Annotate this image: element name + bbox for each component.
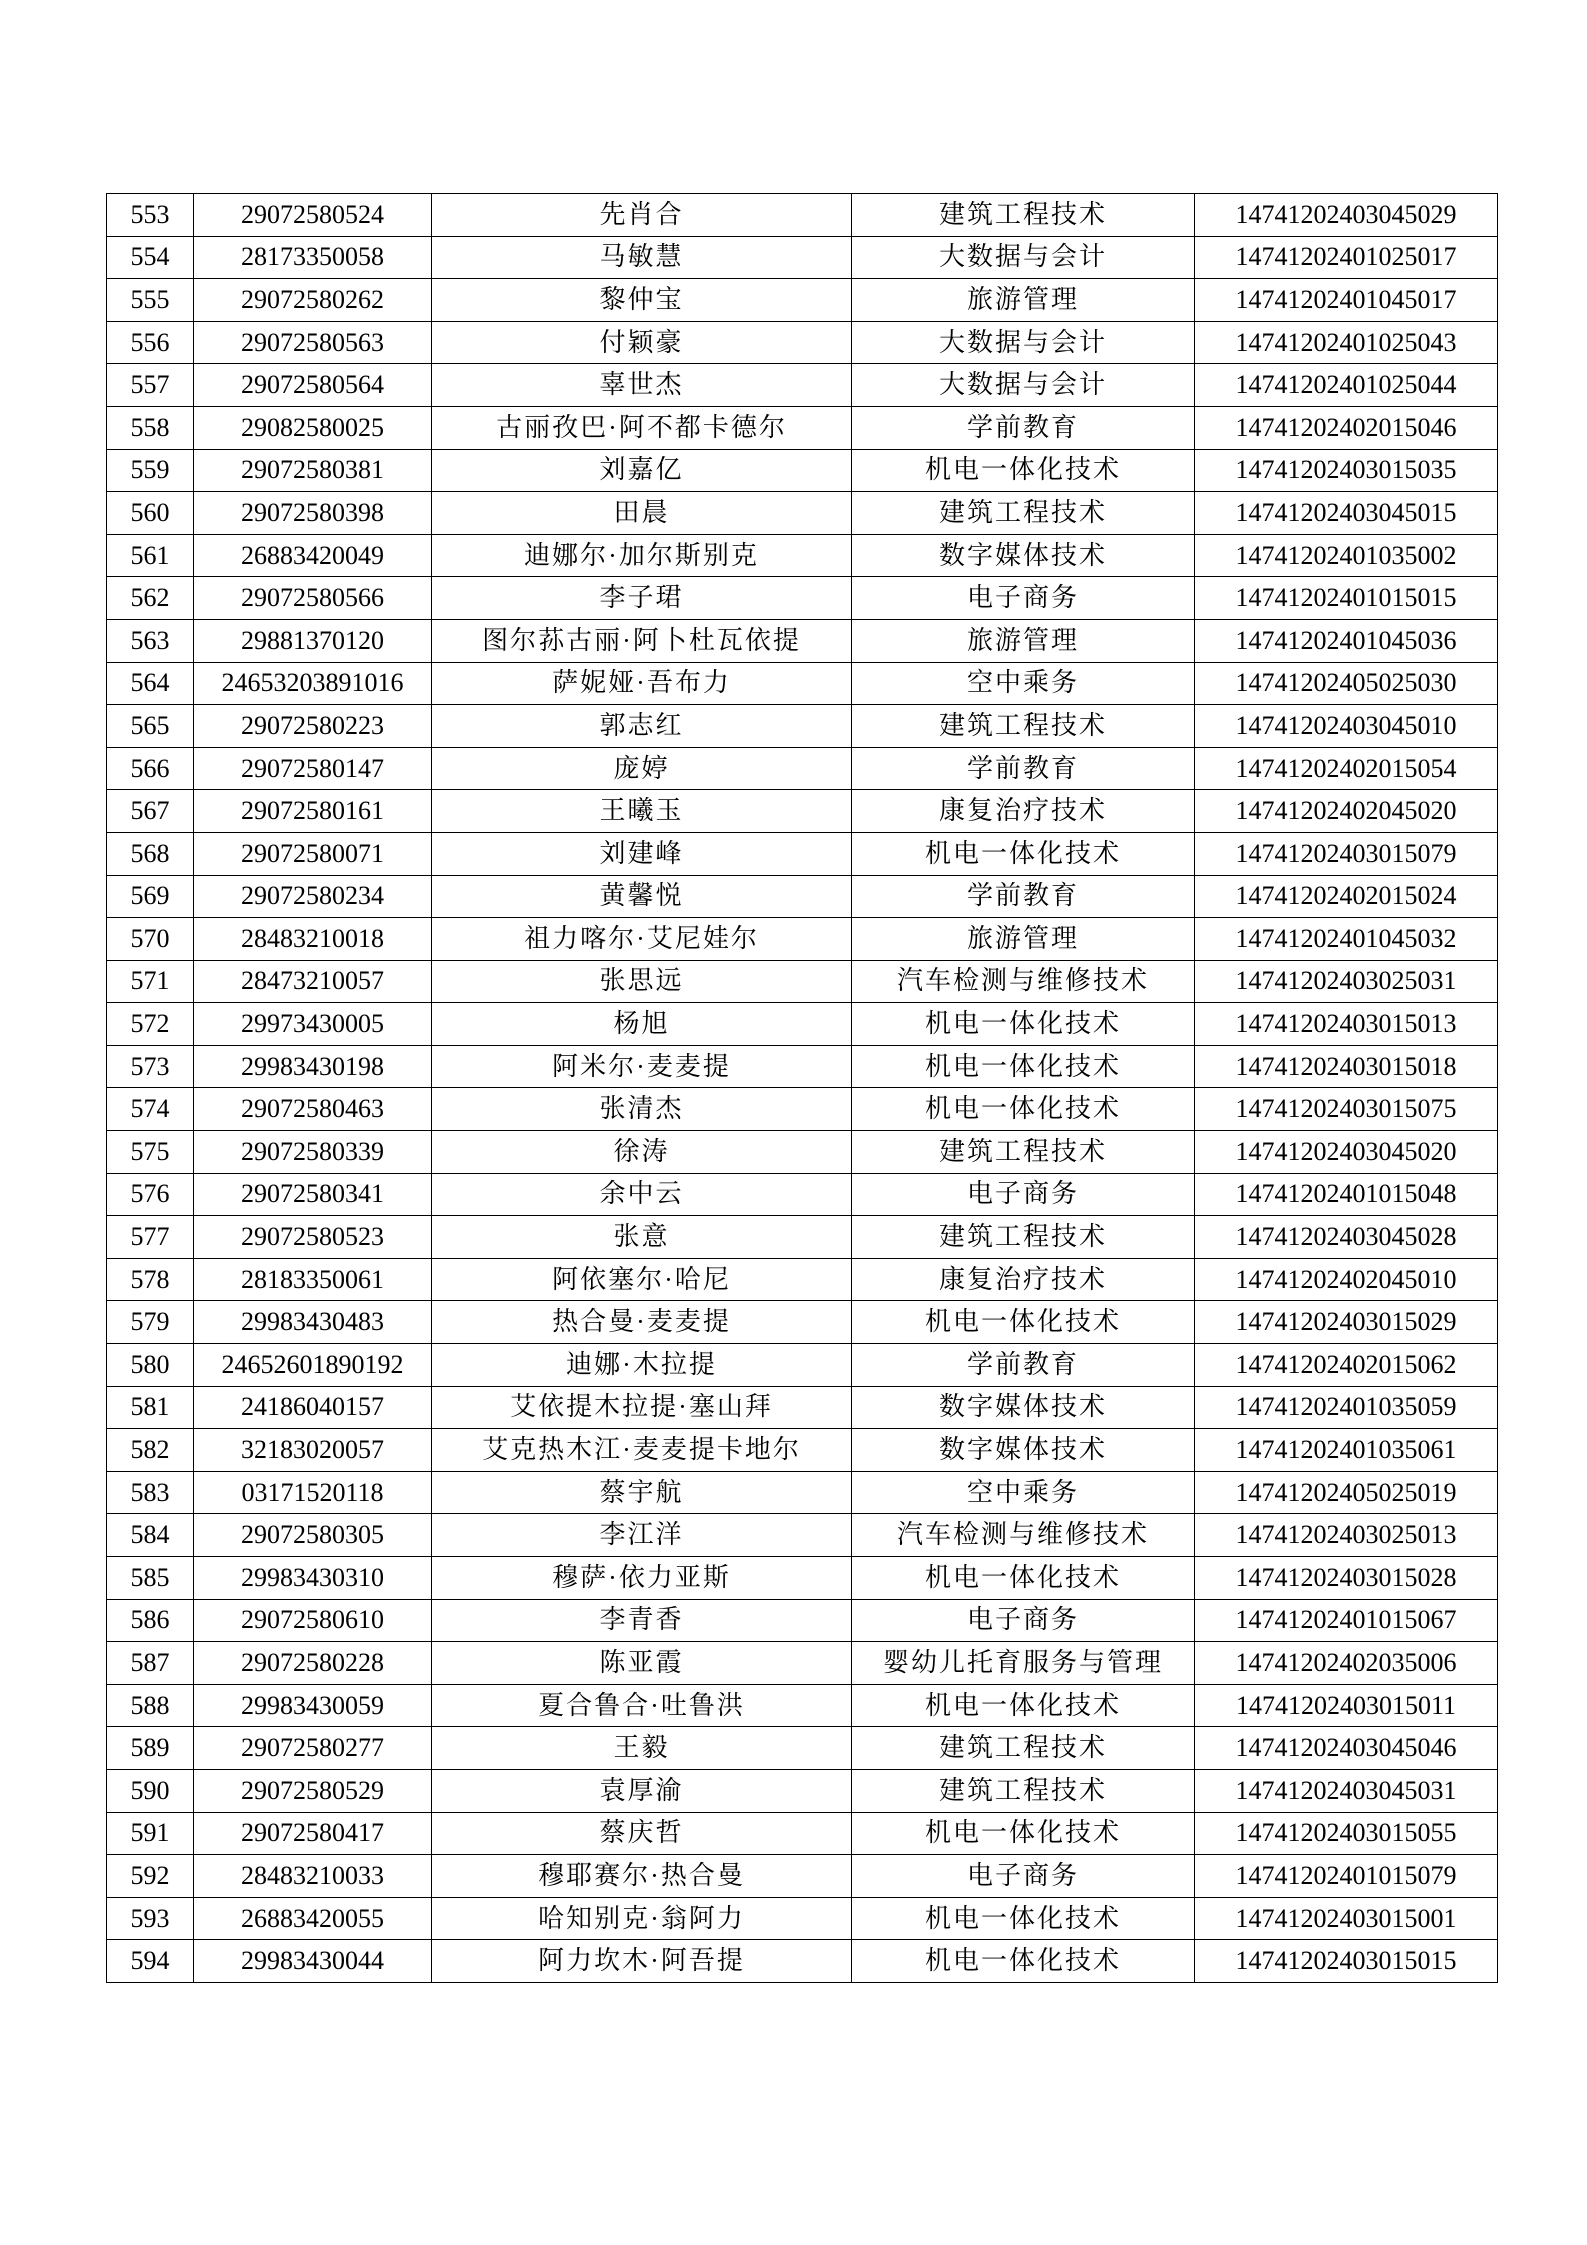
table-row xyxy=(107,1514,1498,1557)
student-name-cell: 张思远 xyxy=(432,960,852,1003)
student-name-cell: 袁厚渝 xyxy=(432,1769,852,1812)
exam-number-cell: 29072580463 xyxy=(194,1088,432,1131)
major-cell: 旅游管理 xyxy=(852,619,1195,662)
student-name-cell: 王毅 xyxy=(432,1727,852,1770)
student-number-cell: 14741202403015013 xyxy=(1195,1003,1498,1046)
major-cell: 机电一体化技术 xyxy=(852,449,1195,492)
exam-number-cell: 29072580417 xyxy=(194,1812,432,1855)
student-number-cell: 14741202403015015 xyxy=(1195,1940,1498,1983)
student-name-cell: 黎仲宝 xyxy=(432,279,852,322)
student-number-cell: 14741202401035061 xyxy=(1195,1429,1498,1472)
table-row xyxy=(107,1769,1498,1812)
major-cell: 学前教育 xyxy=(852,875,1195,918)
student-name-cell: 付颖豪 xyxy=(432,321,852,364)
exam-number-cell: 28483210033 xyxy=(194,1855,432,1898)
table-row xyxy=(107,1173,1498,1216)
student-name-cell: 穆萨·依力亚斯 xyxy=(432,1557,852,1600)
exam-number-cell: 29072580566 xyxy=(194,577,432,620)
row-seq-cell: 555 xyxy=(107,279,194,322)
major-cell: 建筑工程技术 xyxy=(852,492,1195,535)
exam-number-cell: 28173350058 xyxy=(194,236,432,279)
student-number-cell: 14741202403045046 xyxy=(1195,1727,1498,1770)
student-name-cell: 迪娜尔·加尔斯别克 xyxy=(432,534,852,577)
table-row xyxy=(107,279,1498,322)
row-seq-cell: 578 xyxy=(107,1258,194,1301)
student-number-cell: 14741202401025043 xyxy=(1195,321,1498,364)
table-row xyxy=(107,194,1498,237)
exam-number-cell: 24653203891016 xyxy=(194,662,432,705)
student-name-cell: 张意 xyxy=(432,1216,852,1259)
major-cell: 建筑工程技术 xyxy=(852,1216,1195,1259)
exam-number-cell: 24186040157 xyxy=(194,1386,432,1429)
student-number-cell: 14741202403045020 xyxy=(1195,1131,1498,1174)
row-seq-cell: 553 xyxy=(107,194,194,237)
row-seq-cell: 590 xyxy=(107,1769,194,1812)
student-name-cell: 李子珺 xyxy=(432,577,852,620)
major-cell: 学前教育 xyxy=(852,747,1195,790)
exam-number-cell: 29072580071 xyxy=(194,832,432,875)
exam-number-cell: 29072580529 xyxy=(194,1769,432,1812)
student-number-cell: 14741202401045032 xyxy=(1195,918,1498,961)
row-seq-cell: 575 xyxy=(107,1131,194,1174)
row-seq-cell: 577 xyxy=(107,1216,194,1259)
major-cell: 机电一体化技术 xyxy=(852,1940,1195,1983)
student-number-cell: 14741202402015024 xyxy=(1195,875,1498,918)
major-cell: 空中乘务 xyxy=(852,662,1195,705)
major-cell: 大数据与会计 xyxy=(852,236,1195,279)
exam-number-cell: 29983430044 xyxy=(194,1940,432,1983)
major-cell: 婴幼儿托育服务与管理 xyxy=(852,1642,1195,1685)
roster-body xyxy=(107,194,1498,1983)
major-cell: 大数据与会计 xyxy=(852,364,1195,407)
row-seq-cell: 554 xyxy=(107,236,194,279)
student-number-cell: 14741202402015054 xyxy=(1195,747,1498,790)
student-number-cell: 14741202401035002 xyxy=(1195,534,1498,577)
exam-number-cell: 28183350061 xyxy=(194,1258,432,1301)
table-row xyxy=(107,1855,1498,1898)
table-row xyxy=(107,1003,1498,1046)
exam-number-cell: 28483210018 xyxy=(194,918,432,961)
row-seq-cell: 567 xyxy=(107,790,194,833)
table-row xyxy=(107,747,1498,790)
exam-number-cell: 24652601890192 xyxy=(194,1344,432,1387)
major-cell: 空中乘务 xyxy=(852,1471,1195,1514)
student-name-cell: 萨妮娅·吾布力 xyxy=(432,662,852,705)
table-row xyxy=(107,705,1498,748)
exam-number-cell: 29983430483 xyxy=(194,1301,432,1344)
major-cell: 建筑工程技术 xyxy=(852,705,1195,748)
row-seq-cell: 565 xyxy=(107,705,194,748)
table-row xyxy=(107,534,1498,577)
major-cell: 学前教育 xyxy=(852,1344,1195,1387)
student-name-cell: 阿力坎木·阿吾提 xyxy=(432,1940,852,1983)
major-cell: 电子商务 xyxy=(852,1855,1195,1898)
row-seq-cell: 579 xyxy=(107,1301,194,1344)
student-name-cell: 艾依提木拉提·塞山拜 xyxy=(432,1386,852,1429)
exam-number-cell: 26883420055 xyxy=(194,1897,432,1940)
student-number-cell: 14741202403015018 xyxy=(1195,1045,1498,1088)
major-cell: 汽车检测与维修技术 xyxy=(852,960,1195,1003)
table-row xyxy=(107,1301,1498,1344)
row-seq-cell: 566 xyxy=(107,747,194,790)
exam-number-cell: 32183020057 xyxy=(194,1429,432,1472)
student-number-cell: 14741202403015055 xyxy=(1195,1812,1498,1855)
student-name-cell: 杨旭 xyxy=(432,1003,852,1046)
table-row xyxy=(107,406,1498,449)
table-row xyxy=(107,1131,1498,1174)
student-name-cell: 热合曼·麦麦提 xyxy=(432,1301,852,1344)
major-cell: 机电一体化技术 xyxy=(852,1684,1195,1727)
student-number-cell: 14741202401045036 xyxy=(1195,619,1498,662)
exam-number-cell: 26883420049 xyxy=(194,534,432,577)
major-cell: 电子商务 xyxy=(852,577,1195,620)
table-row xyxy=(107,1557,1498,1600)
student-number-cell: 14741202403025013 xyxy=(1195,1514,1498,1557)
student-number-cell: 14741202405025019 xyxy=(1195,1471,1498,1514)
exam-number-cell: 29072580223 xyxy=(194,705,432,748)
row-seq-cell: 589 xyxy=(107,1727,194,1770)
table-row xyxy=(107,1088,1498,1131)
student-name-cell: 徐涛 xyxy=(432,1131,852,1174)
row-seq-cell: 581 xyxy=(107,1386,194,1429)
table-row xyxy=(107,321,1498,364)
student-name-cell: 田晨 xyxy=(432,492,852,535)
exam-number-cell: 29072580523 xyxy=(194,1216,432,1259)
exam-number-cell: 29072580563 xyxy=(194,321,432,364)
student-number-cell: 14741202403015001 xyxy=(1195,1897,1498,1940)
student-name-cell: 阿米尔·麦麦提 xyxy=(432,1045,852,1088)
row-seq-cell: 576 xyxy=(107,1173,194,1216)
table-row xyxy=(107,364,1498,407)
row-seq-cell: 557 xyxy=(107,364,194,407)
row-seq-cell: 585 xyxy=(107,1557,194,1600)
student-name-cell: 古丽孜巴·阿不都卡德尔 xyxy=(432,406,852,449)
student-number-cell: 14741202403025031 xyxy=(1195,960,1498,1003)
exam-number-cell: 29072580398 xyxy=(194,492,432,535)
student-number-cell: 14741202405025030 xyxy=(1195,662,1498,705)
row-seq-cell: 593 xyxy=(107,1897,194,1940)
student-number-cell: 14741202401045017 xyxy=(1195,279,1498,322)
student-roster-table xyxy=(106,193,1498,1983)
row-seq-cell: 573 xyxy=(107,1045,194,1088)
row-seq-cell: 561 xyxy=(107,534,194,577)
student-number-cell: 14741202403015029 xyxy=(1195,1301,1498,1344)
student-name-cell: 张清杰 xyxy=(432,1088,852,1131)
student-name-cell: 郭志红 xyxy=(432,705,852,748)
major-cell: 机电一体化技术 xyxy=(852,1003,1195,1046)
student-number-cell: 14741202401015048 xyxy=(1195,1173,1498,1216)
student-name-cell: 陈亚霞 xyxy=(432,1642,852,1685)
table-row xyxy=(107,1599,1498,1642)
exam-number-cell: 29072580339 xyxy=(194,1131,432,1174)
student-name-cell: 迪娜·木拉提 xyxy=(432,1344,852,1387)
student-number-cell: 14741202403045031 xyxy=(1195,1769,1498,1812)
exam-number-cell: 29072580147 xyxy=(194,747,432,790)
major-cell: 建筑工程技术 xyxy=(852,194,1195,237)
table-row xyxy=(107,960,1498,1003)
major-cell: 数字媒体技术 xyxy=(852,1386,1195,1429)
student-number-cell: 14741202403045029 xyxy=(1195,194,1498,237)
student-name-cell: 庞婷 xyxy=(432,747,852,790)
exam-number-cell: 29072580564 xyxy=(194,364,432,407)
student-number-cell: 14741202401015079 xyxy=(1195,1855,1498,1898)
major-cell: 学前教育 xyxy=(852,406,1195,449)
row-seq-cell: 594 xyxy=(107,1940,194,1983)
student-name-cell: 余中云 xyxy=(432,1173,852,1216)
major-cell: 数字媒体技术 xyxy=(852,534,1195,577)
table-row xyxy=(107,1812,1498,1855)
table-row xyxy=(107,1684,1498,1727)
student-name-cell: 图尔荪古丽·阿卜杜瓦依提 xyxy=(432,619,852,662)
exam-number-cell: 29983430310 xyxy=(194,1557,432,1600)
student-name-cell: 马敏慧 xyxy=(432,236,852,279)
row-seq-cell: 580 xyxy=(107,1344,194,1387)
student-number-cell: 14741202401015015 xyxy=(1195,577,1498,620)
exam-number-cell: 29072580228 xyxy=(194,1642,432,1685)
row-seq-cell: 584 xyxy=(107,1514,194,1557)
major-cell: 建筑工程技术 xyxy=(852,1769,1195,1812)
major-cell: 机电一体化技术 xyxy=(852,832,1195,875)
student-number-cell: 14741202403015075 xyxy=(1195,1088,1498,1131)
student-name-cell: 夏合鲁合·吐鲁洪 xyxy=(432,1684,852,1727)
major-cell: 机电一体化技术 xyxy=(852,1301,1195,1344)
student-number-cell: 14741202401015067 xyxy=(1195,1599,1498,1642)
major-cell: 机电一体化技术 xyxy=(852,1897,1195,1940)
exam-number-cell: 29072580305 xyxy=(194,1514,432,1557)
student-name-cell: 蔡宇航 xyxy=(432,1471,852,1514)
row-seq-cell: 562 xyxy=(107,577,194,620)
row-seq-cell: 570 xyxy=(107,918,194,961)
student-number-cell: 14741202402015046 xyxy=(1195,406,1498,449)
table-row xyxy=(107,1386,1498,1429)
row-seq-cell: 559 xyxy=(107,449,194,492)
table-row xyxy=(107,577,1498,620)
row-seq-cell: 574 xyxy=(107,1088,194,1131)
table-row xyxy=(107,1344,1498,1387)
major-cell: 旅游管理 xyxy=(852,279,1195,322)
row-seq-cell: 571 xyxy=(107,960,194,1003)
row-seq-cell: 569 xyxy=(107,875,194,918)
student-name-cell: 哈知别克·翁阿力 xyxy=(432,1897,852,1940)
student-name-cell: 蔡庆哲 xyxy=(432,1812,852,1855)
row-seq-cell: 558 xyxy=(107,406,194,449)
row-seq-cell: 564 xyxy=(107,662,194,705)
table-row xyxy=(107,1045,1498,1088)
student-number-cell: 14741202402045020 xyxy=(1195,790,1498,833)
row-seq-cell: 588 xyxy=(107,1684,194,1727)
exam-number-cell: 29983430059 xyxy=(194,1684,432,1727)
exam-number-cell: 29072580262 xyxy=(194,279,432,322)
exam-number-cell: 29072580381 xyxy=(194,449,432,492)
student-number-cell: 14741202403045015 xyxy=(1195,492,1498,535)
major-cell: 康复治疗技术 xyxy=(852,1258,1195,1301)
exam-number-cell: 29072580610 xyxy=(194,1599,432,1642)
exam-number-cell: 28473210057 xyxy=(194,960,432,1003)
student-number-cell: 14741202403015028 xyxy=(1195,1557,1498,1600)
table-row xyxy=(107,1727,1498,1770)
student-number-cell: 14741202402035006 xyxy=(1195,1642,1498,1685)
table-row xyxy=(107,1642,1498,1685)
major-cell: 机电一体化技术 xyxy=(852,1812,1195,1855)
row-seq-cell: 587 xyxy=(107,1642,194,1685)
major-cell: 数字媒体技术 xyxy=(852,1429,1195,1472)
student-name-cell: 穆耶赛尔·热合曼 xyxy=(432,1855,852,1898)
table-row xyxy=(107,236,1498,279)
student-number-cell: 14741202403015079 xyxy=(1195,832,1498,875)
row-seq-cell: 586 xyxy=(107,1599,194,1642)
exam-number-cell: 29072580234 xyxy=(194,875,432,918)
student-number-cell: 14741202403045010 xyxy=(1195,705,1498,748)
student-number-cell: 14741202403015035 xyxy=(1195,449,1498,492)
row-seq-cell: 568 xyxy=(107,832,194,875)
table-row xyxy=(107,1429,1498,1472)
table-row xyxy=(107,619,1498,662)
student-number-cell: 14741202401025044 xyxy=(1195,364,1498,407)
table-row xyxy=(107,1258,1498,1301)
major-cell: 建筑工程技术 xyxy=(852,1727,1195,1770)
row-seq-cell: 560 xyxy=(107,492,194,535)
student-number-cell: 14741202403045028 xyxy=(1195,1216,1498,1259)
major-cell: 电子商务 xyxy=(852,1173,1195,1216)
row-seq-cell: 583 xyxy=(107,1471,194,1514)
exam-number-cell: 29881370120 xyxy=(194,619,432,662)
exam-number-cell: 29072580524 xyxy=(194,194,432,237)
student-name-cell: 艾克热木江·麦麦提卡地尔 xyxy=(432,1429,852,1472)
table-row xyxy=(107,1940,1498,1983)
student-number-cell: 14741202402015062 xyxy=(1195,1344,1498,1387)
table-row xyxy=(107,1216,1498,1259)
table-row xyxy=(107,790,1498,833)
student-name-cell: 黄馨悦 xyxy=(432,875,852,918)
major-cell: 机电一体化技术 xyxy=(852,1557,1195,1600)
student-number-cell: 14741202401035059 xyxy=(1195,1386,1498,1429)
table-row xyxy=(107,662,1498,705)
student-name-cell: 祖力喀尔·艾尼娃尔 xyxy=(432,918,852,961)
table-row xyxy=(107,875,1498,918)
student-name-cell: 先肖合 xyxy=(432,194,852,237)
row-seq-cell: 572 xyxy=(107,1003,194,1046)
row-seq-cell: 563 xyxy=(107,619,194,662)
student-name-cell: 王曦玉 xyxy=(432,790,852,833)
major-cell: 机电一体化技术 xyxy=(852,1088,1195,1131)
major-cell: 大数据与会计 xyxy=(852,321,1195,364)
student-number-cell: 14741202403015011 xyxy=(1195,1684,1498,1727)
student-name-cell: 阿依塞尔·哈尼 xyxy=(432,1258,852,1301)
major-cell: 建筑工程技术 xyxy=(852,1131,1195,1174)
row-seq-cell: 591 xyxy=(107,1812,194,1855)
exam-number-cell: 29072580161 xyxy=(194,790,432,833)
row-seq-cell: 582 xyxy=(107,1429,194,1472)
row-seq-cell: 556 xyxy=(107,321,194,364)
exam-number-cell: 29082580025 xyxy=(194,406,432,449)
student-number-cell: 14741202401025017 xyxy=(1195,236,1498,279)
table-row xyxy=(107,1471,1498,1514)
table-row xyxy=(107,918,1498,961)
table-row xyxy=(107,1897,1498,1940)
major-cell: 电子商务 xyxy=(852,1599,1195,1642)
student-name-cell: 辜世杰 xyxy=(432,364,852,407)
student-number-cell: 14741202402045010 xyxy=(1195,1258,1498,1301)
exam-number-cell: 03171520118 xyxy=(194,1471,432,1514)
table-row xyxy=(107,492,1498,535)
student-name-cell: 李江洋 xyxy=(432,1514,852,1557)
major-cell: 康复治疗技术 xyxy=(852,790,1195,833)
major-cell: 汽车检测与维修技术 xyxy=(852,1514,1195,1557)
student-name-cell: 李青香 xyxy=(432,1599,852,1642)
row-seq-cell: 592 xyxy=(107,1855,194,1898)
student-name-cell: 刘嘉亿 xyxy=(432,449,852,492)
exam-number-cell: 29072580277 xyxy=(194,1727,432,1770)
student-name-cell: 刘建峰 xyxy=(432,832,852,875)
exam-number-cell: 29973430005 xyxy=(194,1003,432,1046)
table-row xyxy=(107,832,1498,875)
table-row xyxy=(107,449,1498,492)
exam-number-cell: 29983430198 xyxy=(194,1045,432,1088)
exam-number-cell: 29072580341 xyxy=(194,1173,432,1216)
major-cell: 机电一体化技术 xyxy=(852,1045,1195,1088)
major-cell: 旅游管理 xyxy=(852,918,1195,961)
